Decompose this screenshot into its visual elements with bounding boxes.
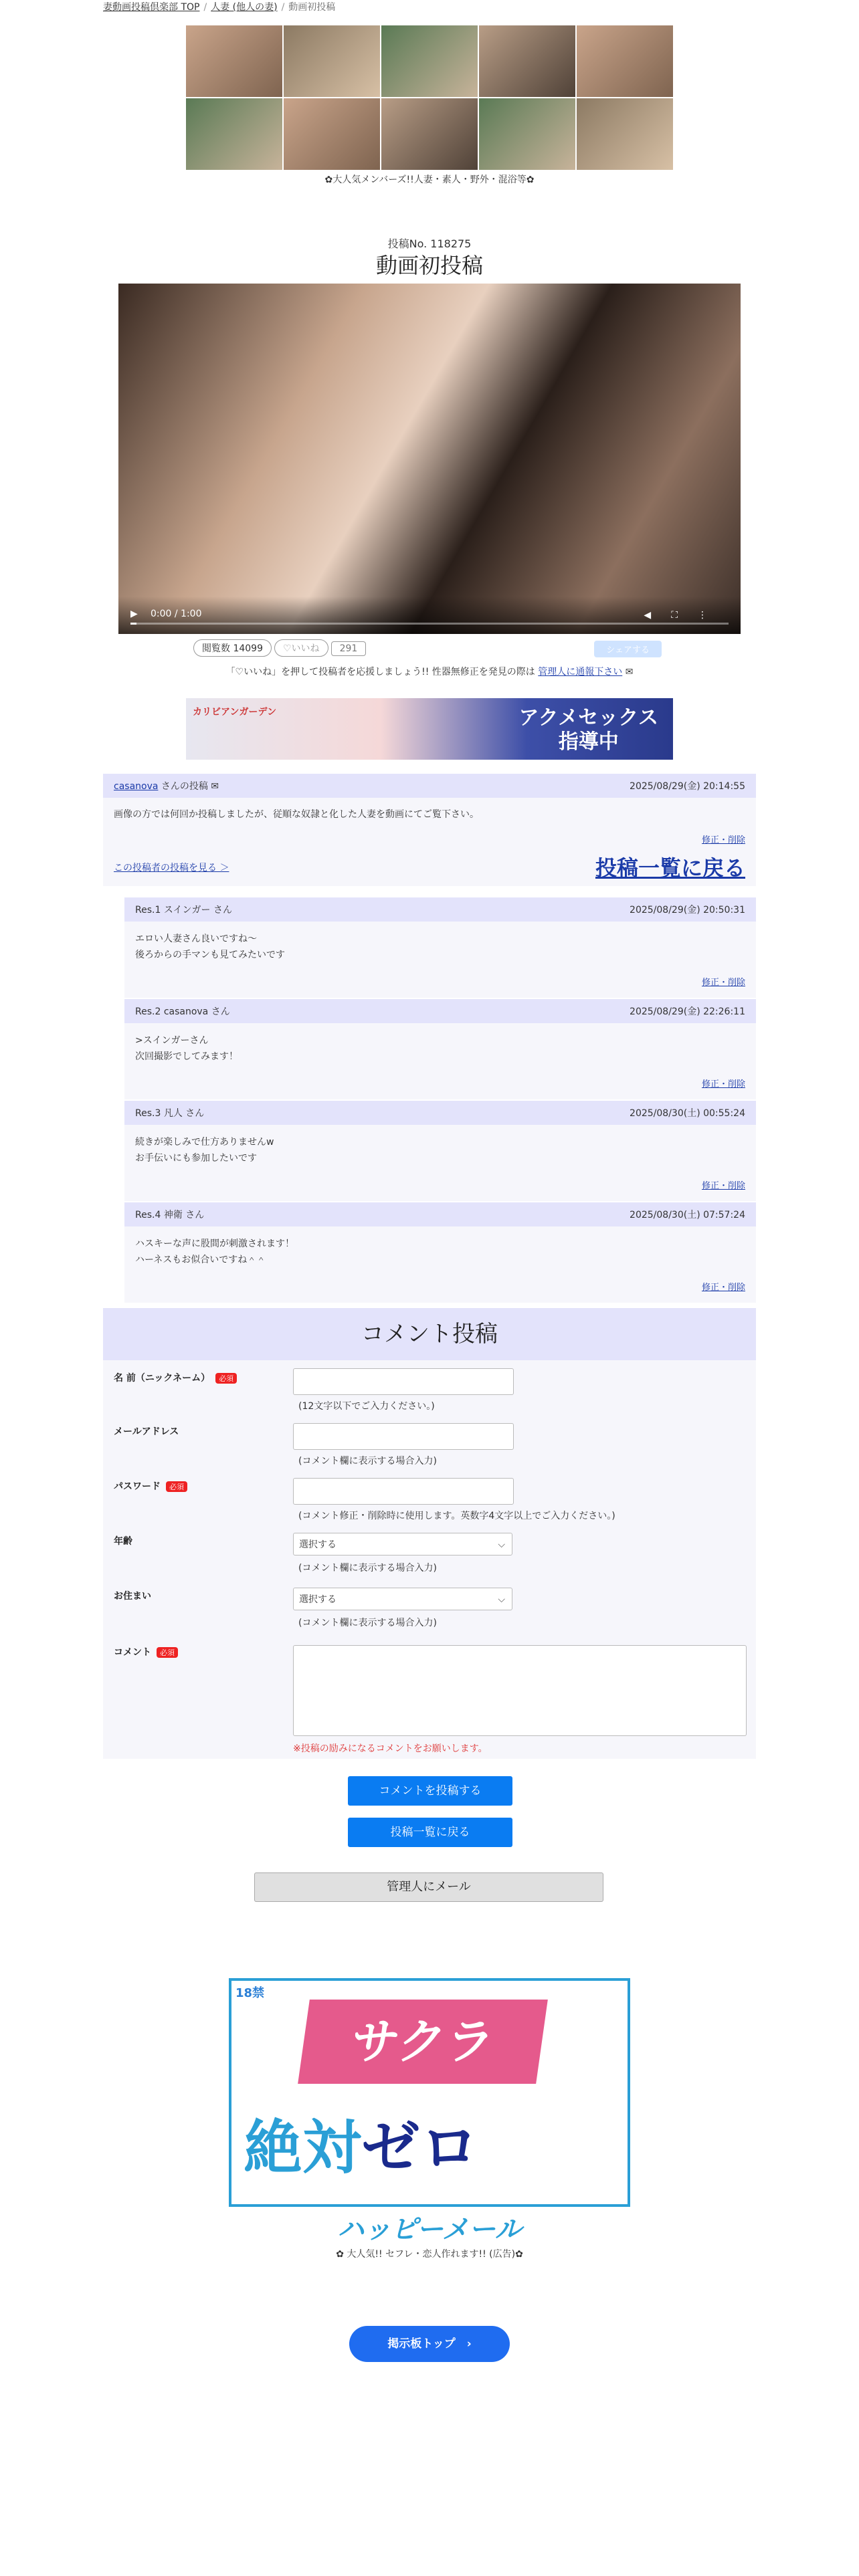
age-select[interactable]: 選択する ⌵ <box>293 1533 512 1555</box>
post-header <box>103 774 756 798</box>
video-controls <box>118 597 741 634</box>
banner-thumbnail <box>381 98 478 170</box>
response-header <box>124 1202 756 1226</box>
residence-select[interactable]: 選択する ⌵ <box>293 1588 512 1610</box>
post-author-suffix: さんの投稿 <box>158 781 208 792</box>
video-progress-fill <box>130 623 136 625</box>
banner-thumbnail <box>479 25 575 97</box>
video-progress-bar[interactable] <box>130 623 729 625</box>
post-date: 2025/08/29(金) 20:14:55 <box>630 781 745 792</box>
notice-text: 「♡いいね」を押して投稿者を応援しましょう!! 性器無修正を発見の際は <box>225 667 535 677</box>
mail-icon[interactable]: ✉ <box>625 667 634 677</box>
password-help: (コメント修正・削除時に使用します。英数字4文字以上でご入力ください。) <box>298 1511 615 1521</box>
like-button[interactable]: ♡いいね <box>274 639 328 657</box>
comment-textarea[interactable] <box>293 1645 747 1736</box>
response-line: お手伝いにも参加したいです <box>135 1153 257 1164</box>
report-link[interactable]: 管理人に通報下さい <box>538 667 623 677</box>
response-item <box>124 999 756 1099</box>
bottom-ad-caption[interactable]: ✿ 大人気!! セフレ・恋人作れます!! (広告)✿ <box>336 2249 523 2260</box>
response-line: >スインガーさん <box>135 1035 209 1046</box>
response-line: 後ろからの手マンも見てみたいです <box>135 950 285 960</box>
breadcrumb-current: 動画初投稿 <box>288 2 336 13</box>
banner-thumbnail <box>186 25 282 97</box>
banner-thumbnail <box>577 98 673 170</box>
like-notice <box>103 665 756 678</box>
post-author-link[interactable]: casanova <box>114 781 159 792</box>
ad-subheadline: 絶対ゼロ <box>244 2113 480 2182</box>
banner-thumbnail <box>479 98 575 170</box>
age-restriction-badge: 18禁 <box>235 1986 265 2000</box>
comment-form <box>103 1360 756 1759</box>
video-time: 0:00 / 1:00 <box>151 609 202 619</box>
response-edit-link[interactable]: 修正・削除 <box>701 1181 745 1191</box>
mail-icon[interactable]: ✉ <box>211 781 219 792</box>
chevron-down-icon: ⌵ <box>498 1594 505 1605</box>
video-player[interactable] <box>118 284 741 634</box>
post-title: 動画初投稿 <box>375 253 483 278</box>
response-date: 2025/08/30(土) 07:57:24 <box>630 1210 745 1220</box>
breadcrumb: 妻動画投稿倶楽部 TOP / 人妻 (他人の妻) / 動画初投稿 <box>103 2 336 13</box>
comment-warning: ※投稿の励みになるコメントをお願いします。 <box>293 1743 488 1754</box>
chevron-down-icon: ⌵ <box>498 1539 505 1550</box>
residence-label: お住まい <box>114 1591 151 1602</box>
top-banner-caption[interactable]: ✿大人気メンバーズ!!人妻・素人・野外・混浴等✿ <box>324 175 535 185</box>
response-item <box>124 1101 756 1201</box>
required-badge: 必須 <box>166 1481 187 1492</box>
banner-thumbnail <box>284 98 380 170</box>
like-count: 291 <box>331 641 367 656</box>
view-count-badge: 閲覧数 14099 <box>193 639 272 657</box>
author-posts-link[interactable]: この投稿者の投稿を見る ＞ <box>114 863 229 873</box>
banner-thumbnail <box>381 25 478 97</box>
email-field[interactable] <box>293 1423 514 1450</box>
banner-thumbnail <box>186 98 282 170</box>
name-help: (12文字以下でご入力ください。) <box>298 1401 435 1412</box>
age-label: 年齢 <box>114 1536 132 1547</box>
response-body <box>124 922 756 998</box>
response-line: ハスキーな声に股間が刺激されます！ <box>135 1239 294 1249</box>
response-date: 2025/08/29(金) 20:50:31 <box>630 905 745 916</box>
submit-comment-button[interactable]: コメントを投稿する <box>348 1776 512 1806</box>
bottom-banner-ad[interactable] <box>229 1978 630 2207</box>
ad-headline: サクラ <box>298 2000 548 2084</box>
video-right-controls <box>644 610 727 621</box>
response-edit-link[interactable]: 修正・削除 <box>701 978 745 988</box>
play-icon[interactable]: ▶ <box>130 609 138 619</box>
response-body <box>124 1023 756 1099</box>
age-help: (コメント欄に表示する場合入力) <box>298 1563 437 1574</box>
response-line: 続きが楽しみで仕方ありませんw <box>135 1137 274 1148</box>
banner-thumbnail <box>577 25 673 97</box>
response-date: 2025/08/29(金) 22:26:11 <box>630 1006 745 1017</box>
residence-help: (コメント欄に表示する場合入力) <box>298 1618 437 1628</box>
response-header <box>124 897 756 922</box>
response-line: 次回撮影でしてみます！ <box>135 1051 238 1062</box>
back-to-list-link[interactable]: 投稿一覧に戻る <box>595 855 745 881</box>
required-badge: 必須 <box>157 1647 178 1658</box>
ad-strip-headline: アクメセックス 指導中 <box>518 706 658 754</box>
post-edit-link[interactable]: 修正・削除 <box>701 835 745 845</box>
more-options-icon[interactable]: ⋮ <box>698 610 727 621</box>
post-stats <box>193 639 662 659</box>
board-top-button[interactable]: 掲示板トップ › <box>349 2326 510 2362</box>
post-text: 画像の方では何回か投稿しましたが、従順な奴隷と化した人妻を動画にてご覧下さい。 <box>114 809 479 820</box>
response-author[interactable]: Res.4 神衛 さん <box>135 1210 205 1220</box>
response-header <box>124 1101 756 1125</box>
comment-label: コメント 必須 <box>114 1645 178 1658</box>
response-edit-link[interactable]: 修正・削除 <box>701 1283 745 1293</box>
banner-thumbnail <box>284 25 380 97</box>
ad-strip-logo: カリビアンガーデン <box>193 707 277 718</box>
response-item <box>124 1202 756 1303</box>
breadcrumb-category-link[interactable]: 人妻 (他人の妻) <box>211 2 278 13</box>
response-line: エロい人妻さん良いですね〜 <box>135 934 257 944</box>
response-item <box>124 897 756 998</box>
email-label: メールアドレス <box>114 1426 179 1437</box>
response-author[interactable]: Res.3 凡人 さん <box>135 1108 205 1119</box>
post-body <box>103 798 756 886</box>
post-number: 投稿No. 118275 <box>387 237 472 250</box>
fullscreen-icon[interactable]: ⛶ <box>671 610 698 621</box>
mail-admin-button[interactable]: 管理人にメール <box>254 1872 603 1902</box>
response-author[interactable]: Res.2 casanova さん <box>135 1006 230 1017</box>
password-label: パスワード 必須 <box>114 1479 187 1493</box>
name-label: 名 前（ニックネーム） 必須 <box>114 1371 237 1384</box>
volume-icon[interactable]: ◀ <box>644 610 672 621</box>
name-input[interactable] <box>293 1368 514 1395</box>
breadcrumb-home-link[interactable]: 妻動画投稿倶楽部 TOP <box>103 2 200 13</box>
response-body <box>124 1226 756 1303</box>
required-badge: 必須 <box>215 1373 237 1384</box>
response-author: Res.1 スインガー さん <box>135 905 232 916</box>
response-edit-link[interactable]: 修正・削除 <box>701 1079 745 1089</box>
email-help: (コメント欄に表示する場合入力) <box>298 1456 437 1467</box>
ad-logo[interactable]: ハッピーメール <box>337 2214 522 2245</box>
response-date: 2025/08/30(土) 00:55:24 <box>630 1108 745 1119</box>
response-header <box>124 999 756 1023</box>
comment-form-title: コメント投稿 <box>103 1308 756 1360</box>
share-button[interactable]: シェアする <box>594 641 662 657</box>
response-body <box>124 1125 756 1201</box>
password-field[interactable] <box>293 1478 514 1505</box>
mid-banner-ad[interactable] <box>186 698 673 760</box>
top-banner-ad[interactable] <box>186 25 673 170</box>
response-line: ハーネスもお似合いですね＾＾ <box>135 1255 266 1265</box>
back-to-list-button[interactable]: 投稿一覧に戻る <box>348 1818 512 1847</box>
